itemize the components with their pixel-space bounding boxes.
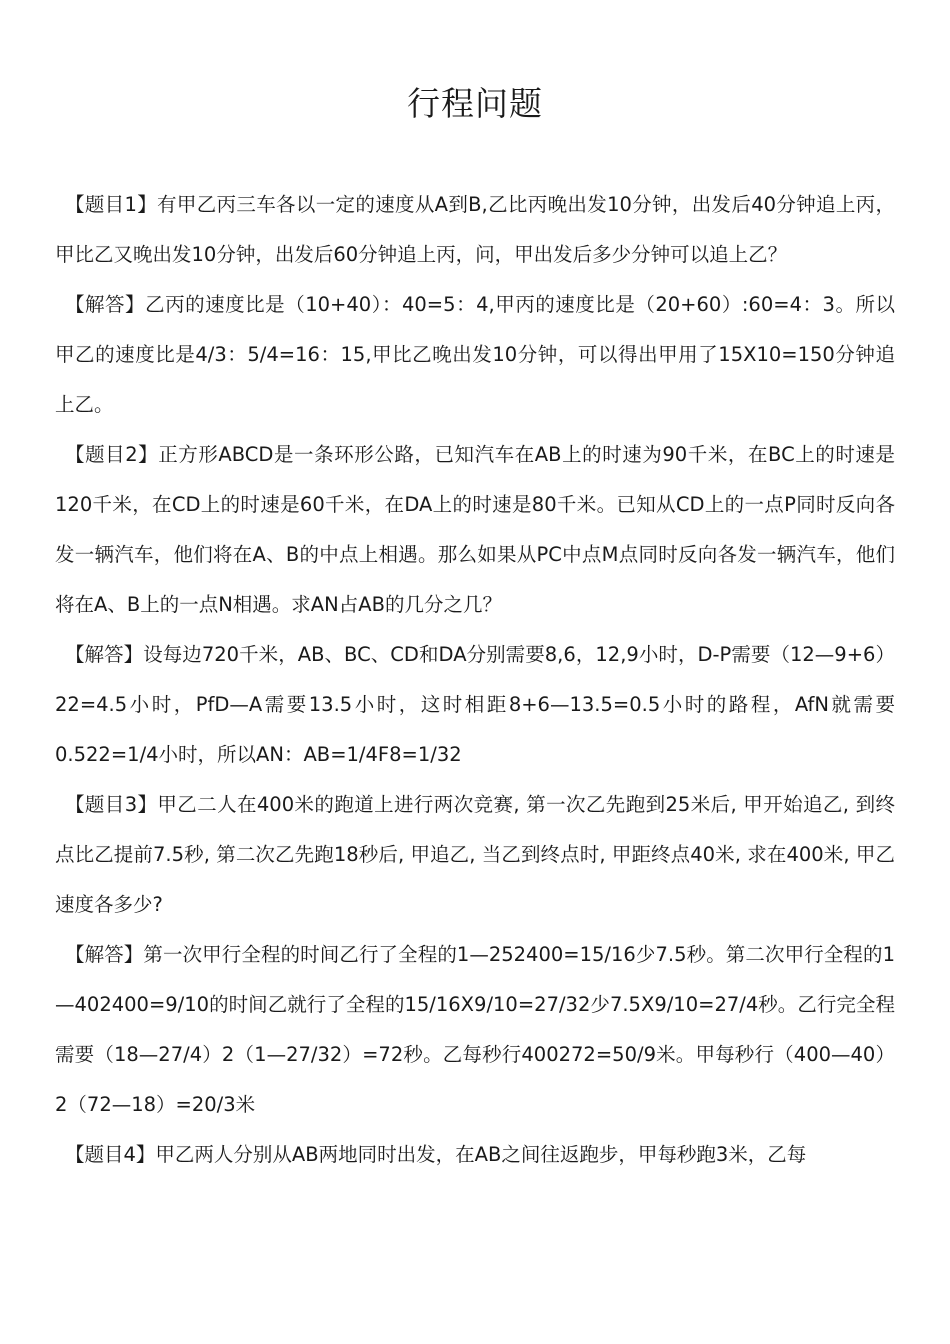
- problem-3: 【题目3】甲乙二人在400米的跑道上进行两次竞赛, 第一次乙先跑到25米后, 甲开始追乙, 到终点比乙提前7.5秒, 第二次乙先跑18秒后, 甲追乙, 当乙到终点时, 甲距终点40米, 求在400米, 甲乙速度各多少?: [55, 793, 895, 916]
- problem-2: 【题目2】正方形ABCD是一条环形公路，已知汽车在AB上的时速为90千米，在BC上的时速是120千米，在CD上的时速是60千米，在DA上的时速是80千米。已知从CD上的一点P同时反向各发一辆汽车，他们将在A、B的中点上相遇。那么如果从PC中点M点同时反向各发一辆汽车，他们将在A、B上的一点N相遇。求AN占AB的几分之几？: [55, 443, 895, 616]
- problem-4: 【题目4】甲乙两人分别从AB两地同时出发，在AB之间往返跑步，甲每秒跑3米，乙每: [65, 1143, 807, 1166]
- document-title: 行程问题: [407, 84, 543, 123]
- problem-1: 【题目1】有甲乙丙三车各以一定的速度从A到B,乙比丙晚出发10分钟，出发后40分钟追上丙，甲比乙又晚出发10分钟，出发后60分钟追上丙，问，甲出发后多少分钟可以追上乙？: [55, 193, 895, 266]
- document-body: [55, 180, 895, 1180]
- solution-2: 【解答】设每边720千米，AB、BC、CD和DA分别需要8,6，12,9小时，D-P需要（12—9+6）22=4.5小时，PfD—A需要13.5小时，这时相距8+6—13.5=0.5小时的路程，AfN就需要0.522=1/4小时，所以AN：AB=1/4F8=1/32: [55, 643, 895, 766]
- solution-1: 【解答】乙丙的速度比是（10+40）：40=5：4,甲丙的速度比是（20+60）:60=4：3。所以甲乙的速度比是4/3：5/4=16：15,甲比乙晚出发10分钟，可以得出甲用了15X10=150分钟追上乙。: [55, 293, 895, 416]
- solution-3: 【解答】第一次甲行全程的时间乙行了全程的1—252400=15/16少7.5秒。第二次甲行全程的1—402400=9/10的时间乙就行了全程的15/16X9/10=27/32少7.5X9/10=27/4秒。乙行完全程需要（18—27/4）2（1—27/32）=72秒。乙每秒行400272=50/9米。甲每秒行（400—40）2（72—18）=20/3米: [55, 943, 895, 1116]
